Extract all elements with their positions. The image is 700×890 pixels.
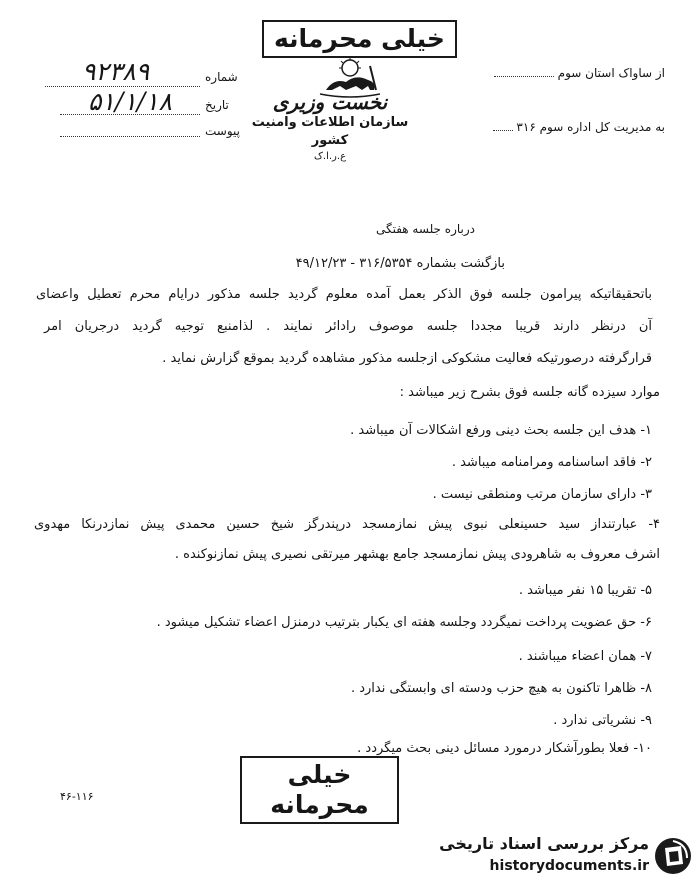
sender-text: از ساواک استان سوم [557, 66, 665, 80]
list-item: ۷- همان اعضاء میباشند . [518, 649, 652, 664]
watermark-url: historydocuments.ir [489, 858, 649, 874]
list-item: ۱۰- فعلا بطورآشکار درمورد مسائل دینی بحث میگردد . [357, 741, 652, 756]
list-item: ۳- دارای سازمان مرتب ومنطقی نیست . [432, 487, 652, 502]
organization-line1: نخست وزیری [272, 90, 388, 114]
list-item: ۵- تقریبا ۱۵ نفر میباشد . [518, 583, 652, 598]
recipient-text: به مدیریت کل اداره سوم ۳۱۶ [516, 120, 665, 134]
intro-line-3: قرارگرفته درصورتیکه فعالیت مشکوکی ازجلسه مذکور مشاهده گردید بموقع گزارش نماید . [162, 351, 652, 366]
reference-line: بازگشت بشماره ۳۱۶/۵۳۵۴ - ۴۹/۱۲/۲۳ [295, 256, 505, 271]
letter-number-value: ۹۲۳۸۹ [82, 57, 150, 86]
organization-header [240, 90, 420, 164]
letter-date-value: ۵۱/۱/۱۸ [88, 87, 172, 116]
sender-line [494, 66, 665, 80]
recipient-line [493, 120, 665, 134]
watermark-logo [415, 830, 695, 885]
list-item: ۹- نشریاتی ندارد . [553, 713, 652, 728]
organization-line2: سازمان اطلاعات وامنیت کشور [251, 115, 409, 148]
attachment-line [60, 136, 200, 137]
list-item: ۴- عبارتنداز سید حسینعلی نبوی پیش نمازمسجد درپندرگز شیخ حسین محمدی پیش نمازدرنکا مهدوی [34, 517, 660, 532]
letter-number-label: شماره [205, 70, 238, 84]
classification-stamp-top: خیلی محرمانه [262, 20, 457, 58]
sender-dots [494, 76, 554, 77]
recipient-dots [493, 130, 513, 131]
list-item: ۸- ظاهرا تاکنون به هیچ حزب ودسته ای وابستگی ندارد . [350, 681, 652, 696]
list-item: اشرف معروف به شاهرودی پیش نمازمسجد جامع بهشهر میرتقی نصیری پیش نمازنوکنده . [174, 547, 660, 562]
date-line [60, 114, 200, 115]
intro-line-1: باتحقیقاتیکه پیرامون جلسه فوق الذکر بعمل آمده معلوم گردید جلسه مذکور درایام محرم تعطیل واعضای [36, 287, 652, 302]
classification-stamp-bottom: خیلی محرمانه [240, 756, 399, 824]
attachment-label: پیوست [205, 124, 240, 138]
footer-code: ۴۶-۱۱۶ [60, 790, 94, 803]
subject-line [376, 222, 475, 236]
subject-text: درباره جلسه هفتگی [375, 222, 475, 236]
list-item: ۲- فاقد اساسنامه ومرامنامه میباشد . [451, 455, 652, 470]
intro-line-2: آن درنظر دارند قریبا مجددا جلسه موصوف رادائر نمایند . لذامنبع توجیه گردید درجریان امر [44, 319, 652, 334]
organization-line3: ع.ر.ا.ک [313, 151, 347, 162]
watermark-title: مرکز بررسی اسناد تاریخی [439, 834, 649, 853]
list-item: ۶- حق عضویت پرداخت نمیگردد وجلسه هفته ای یکبار بترتیب درمنزل اعضاء تشکیل میشود . [156, 615, 652, 630]
archive-logo-icon [653, 836, 693, 876]
intro-line-4: موارد سیزده گانه جلسه فوق بشرح زیر میباشد : [399, 385, 660, 400]
letter-date-label: تاریخ [205, 98, 229, 112]
list-item: ۱- هدف این جلسه بحث دینی ورفع اشکالات آن میباشد . [350, 423, 652, 438]
